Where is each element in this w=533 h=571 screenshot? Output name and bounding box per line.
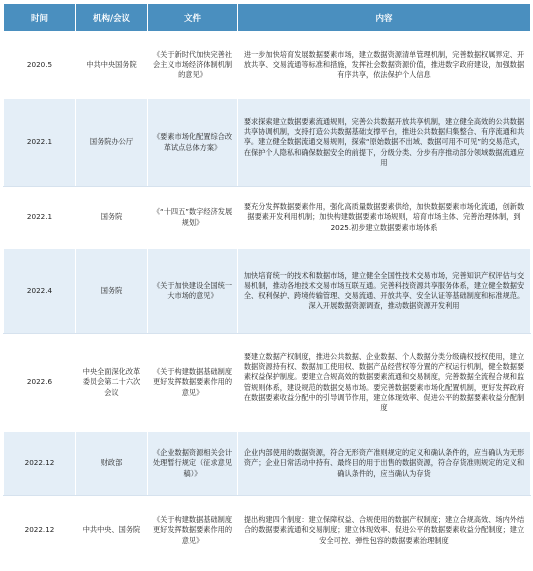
header-content: 内容 (238, 4, 531, 32)
row-doc: 《要素市场化配置综合改革试点总体方案》 (148, 99, 238, 187)
row-doc: 《“十四五”数字经济发展规划》 (148, 187, 238, 249)
row-time: 2020.5 (4, 32, 76, 99)
row-org: 国务院 (76, 249, 148, 334)
table-row (4, 32, 531, 99)
row-content: 加快培育统一的技术和数据市场，建立健全全国性技术交易市场，完善知识产权评估与交易机制，推动各地技术交易市场互联互通。完善科技资源共享服务体系，建立健全数据安全、权利保护、跨境传输管理、交易流通、开放共享、安全认证等基础制度和标准规范。深入开展数据资源调查，推动数据资源开发利用 (238, 249, 531, 334)
row-time: 2022.12 (4, 432, 76, 496)
header-org: 机构/会议 (76, 4, 148, 32)
row-content: 企业内部使用的数据资源，符合无形资产准则规定的定义和确认条件的，应当确认为无形资产；企业日常活动中持有、最终目的用于出售的数据资源，符合存货准则规定的定义和确认条件的，应当确认为存货 (238, 432, 531, 496)
policy-table (3, 3, 531, 566)
row-time: 2022.1 (4, 187, 76, 249)
row-doc: 《企业数据资源相关会计处理暂行规定（征求意见稿）》 (148, 432, 238, 496)
row-content: 要求探索建立数据要素流通规则，完善公共数据开放共享机制，建立健全高效的公共数据共享协调机制，支持打造公共数据基础支撑平台，推进公共数据归集整合、有序流通和共享。建立健全数据流通交易规则，探索“原始数据不出域、数据可用不可见”的交易范式，在保护个人隐私和确保数据安全的前提下，分级分类、分步有序推动部分领域数据流通应用 (238, 99, 531, 187)
row-org: 中共中央、国务院 (76, 496, 148, 566)
header-time: 时间 (4, 4, 76, 32)
table-row (4, 249, 531, 334)
row-org: 中央全面深化改革委员会第二十六次会议 (76, 334, 148, 432)
row-org: 财政部 (76, 432, 148, 496)
row-time: 2022.4 (4, 249, 76, 334)
table-row (4, 187, 531, 249)
table-row (4, 99, 531, 187)
row-time: 2022.6 (4, 334, 76, 432)
row-doc: 《关于加快建设全国统一大市场的意见》 (148, 249, 238, 334)
row-content: 提出构建四个制度：建立保障权益、合规使用的数据产权制度；建立合规高效、场内外结合的数据要素流通和交易制度；建立体现效率、促进公平的数据要素收益分配制度；建立安全可控、弹性包容的数据要素治理制度 (238, 496, 531, 566)
row-org: 国务院办公厅 (76, 99, 148, 187)
row-content: 要建立数据产权制度，推进公共数据、企业数据、个人数据分类分级确权授权使用，建立数据资源持有权、数据加工使用权、数据产品经营权等分置的产权运行机制，健全数据要素权益保护制度。要建立合规高效的数据要素流通和交易制度，完善数据全流程合规和监管规则体系，建设规范的数据交易市场。要完善数据要素市场化配置机制，更好发挥政府在数据要素收益分配中的引导调节作用，建立体现效率、促进公平的数据要素收益分配制度 (238, 334, 531, 432)
row-doc: 《关于新时代加快完善社会主义市场经济体制机制的意见》 (148, 32, 238, 99)
row-time: 2022.12 (4, 496, 76, 566)
header-doc: 文件 (148, 4, 238, 32)
row-doc: 《关于构建数据基础制度更好发挥数据要素作用的意见》 (148, 334, 238, 432)
table-row (4, 334, 531, 432)
policy-table-container (3, 3, 530, 566)
row-content: 要充分发挥数据要素作用，强化高质量数据要素供给，加快数据要素市场化流通，创新数据要素开发利用机制；加快构建数据要素市场规则，培育市场主体、完善治理体制，到2025.初步建立数据要素市场体系 (238, 187, 531, 249)
table-header-row (4, 4, 531, 32)
row-content: 进一步加快培育发展数据要素市场，建立数据资源清单管理机制，完善数据权属界定、开放共享、交易流通等标准和措施，发挥社会数据资源价值，推进数字政府建设，加强数据有序共享，依法保护个人信息 (238, 32, 531, 99)
row-org: 国务院 (76, 187, 148, 249)
row-doc: 《关于构建数据基础制度更好发挥数据要素作用的意见》 (148, 496, 238, 566)
row-time: 2022.1 (4, 99, 76, 187)
table-row (4, 432, 531, 496)
table-row (4, 496, 531, 566)
row-org: 中共中央国务院 (76, 32, 148, 99)
